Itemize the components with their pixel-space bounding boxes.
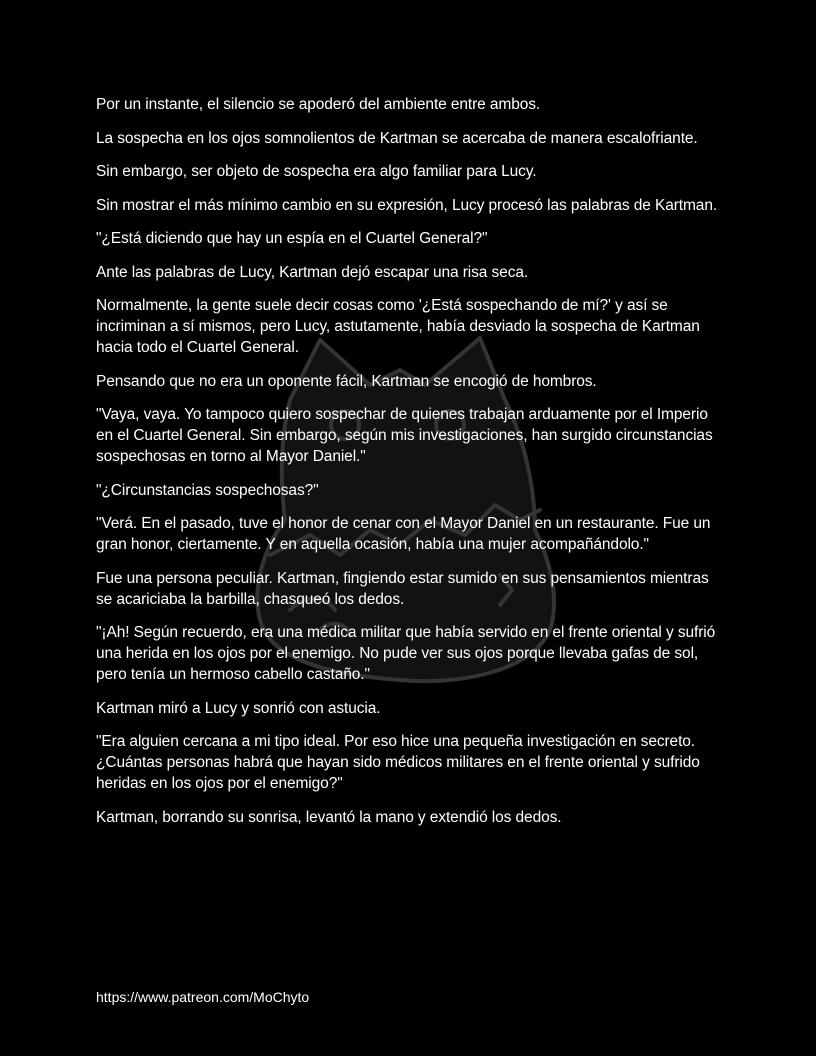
paragraph: La sospecha en los ojos somnolientos de Kartman se acercaba de manera escalofriante.	[96, 129, 698, 147]
paragraph: Kartman miró a Lucy y sonrió con astucia.	[96, 699, 381, 717]
paragraph: Ante las palabras de Lucy, Kartman dejó escapar una risa seca.	[96, 263, 529, 281]
document-body	[96, 94, 722, 840]
paragraph: Kartman, borrando su sonrisa, levantó la mano y extendió los dedos.	[96, 808, 562, 826]
patreon-link[interactable]: https://www.patreon.com/MoChyto	[96, 989, 310, 1005]
paragraph: "Era alguien cercana a mi tipo ideal. Por eso hice una pequeña investigación en secreto. ¿Cuántas personas habrá que hayan sido médicos militares en el frente oriental y sufrido heridas en los ojos por el enemigo?"	[96, 733, 700, 792]
paragraph: Pensando que no era un oponente fácil, Kartman se encogió de hombros.	[96, 372, 597, 390]
paragraph: Sin embargo, ser objeto de sospecha era algo familiar para Lucy.	[96, 163, 537, 180]
paragraph: Normalmente, la gente suele decir cosas como '¿Está sospechando de mí?' y así se incriminan a sí mismos, pero Lucy, astutamente, había desviado la sospecha de Kartman hacia todo el Cuartel General.	[96, 297, 700, 356]
paragraph: "¿Está diciendo que hay un espía en el Cuartel General?"	[96, 230, 488, 247]
paragraph: Por un instante, el silencio se apoderó del ambiente entre ambos.	[96, 96, 541, 113]
paragraph: "Verá. En el pasado, tuve el honor de cenar con el Mayor Daniel en un restaurante. Fue un gran honor, ciertamente. Y en aquella ocasión, había una mujer acompañándolo."	[96, 515, 711, 553]
paragraph: "Vaya, vaya. Yo tampoco quiero sospechar de quienes trabajan arduamente por el Imperio en el Cuartel General. Sin embargo, según mis investigaciones, han surgido circunstancias sospechosas en torno al Mayor Daniel."	[96, 406, 713, 465]
paragraph: "¡Ah! Según recuerdo, era una médica militar que había servido en el frente oriental y sufrió una herida en los ojos por el enemigo. No pude ver sus ojos porque llevaba gafas de sol, pero tenía un hermoso cabello castaño."	[96, 624, 716, 683]
paragraph: Sin mostrar el más mínimo cambio en su expresión, Lucy procesó las palabras de Kartman.	[96, 196, 718, 214]
paragraph: "¿Circunstancias sospechosas?"	[96, 481, 319, 499]
paragraph: Fue una persona peculiar. Kartman, fingiendo estar sumido en sus pensamientos mientras se acariciaba la barbilla, chasqueó los dedos.	[96, 569, 709, 608]
